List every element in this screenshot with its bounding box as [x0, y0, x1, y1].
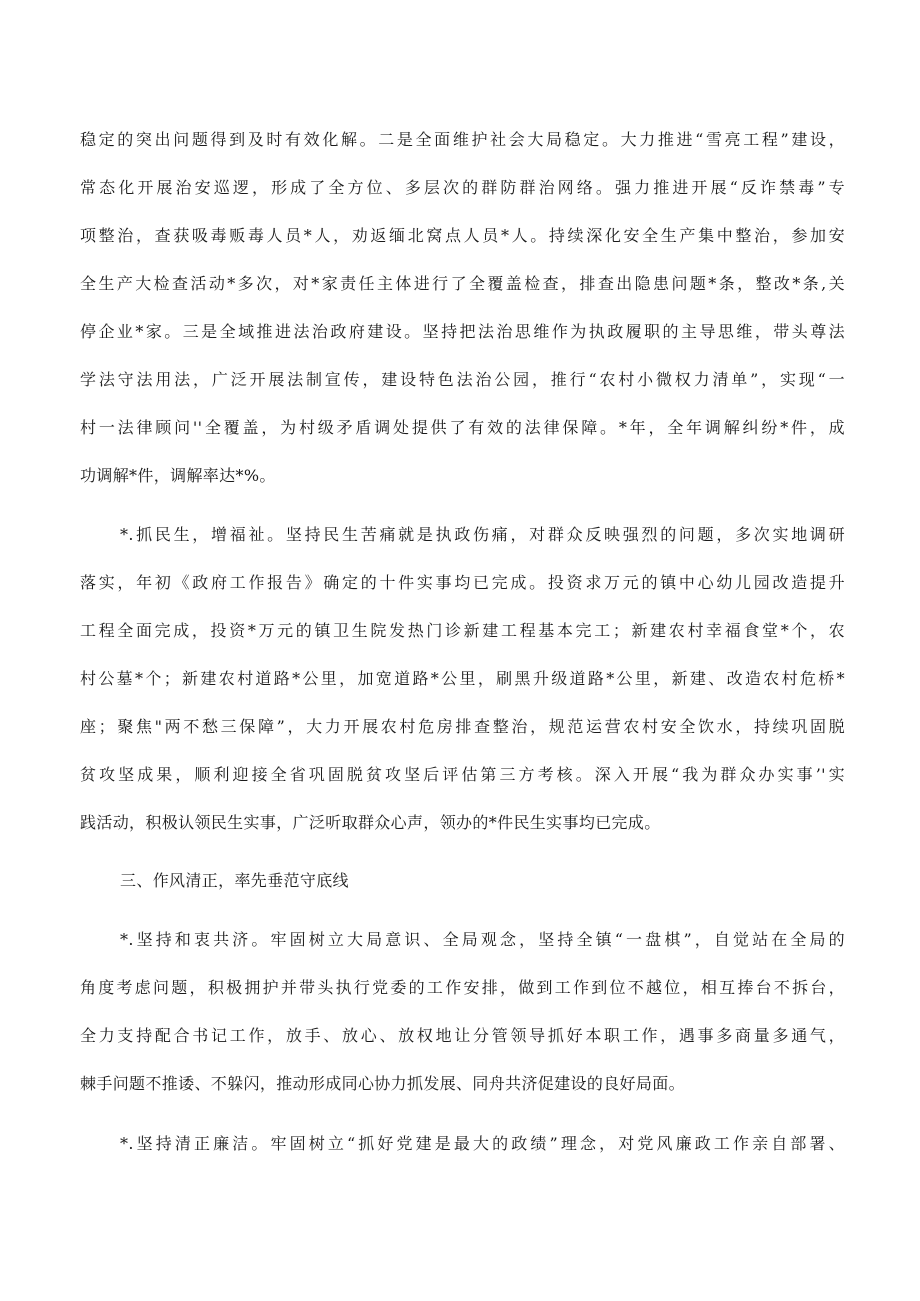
- paragraph-2-line-2: 落实，年初《政府工作报告》确定的十件实事均已完成。投资求万元的镇中心幼儿园改造提升: [80, 573, 845, 592]
- paragraph-1-line-1: 稳定的突出问题得到及时有效化解。二是全面维护社会大局稳定。大力推进“雪亮工程”建设，: [80, 130, 845, 149]
- paragraph-2-line-3: 工程全面完成，投资*万元的镇卫生院发热门诊新建工程基本完工；新建农村幸福食堂*个，农: [80, 621, 845, 640]
- paragraph-2-line-6: 贫攻坚成果，顺利迎接全省巩固脱贫攻坚后评估第三方考核。深入开展“我为群众办实事’'实: [80, 765, 845, 784]
- paragraph-1-line-4: 全生产大检查活动*多次，对*家责任主体进行了全覆盖检查，排查出隐患问题*条，整改*条,关: [80, 274, 845, 293]
- paragraph-1-line-8: 功调解*件，调解率达*%。: [80, 466, 276, 485]
- paragraph-1-line-3: 项整治，查获吸毒贩毒人员*人，劝返缅北窝点人员*人。持续深化安全生产集中整治，参加安: [80, 226, 845, 245]
- paragraph-2-line-7: 践活动，积极认领民生实事，广泛听取群众心声，领办的*件民生实事均已完成。: [80, 813, 661, 832]
- paragraph-1-line-2: 常态化开展治安巡逻，形成了全方位、多层次的群防群治网络。强力推进开展“反诈禁毒”专: [80, 178, 845, 197]
- paragraph-2-line-5: 座；聚焦"两不愁三保障”，大力开展农村危房排查整治，规范运营农村安全饮水，持续巩固脱: [80, 717, 845, 736]
- paragraph-2-line-1: *.抓民生，增福祉。坚持民生苦痛就是执政伤痛，对群众反映强烈的问题，多次实地调研: [120, 525, 845, 544]
- paragraph-4-line-1: *.坚持清正廉洁。牢固树立“抓好党建是最大的政绩”理念，对党风廉政工作亲自部署、: [120, 1134, 845, 1153]
- paragraph-3-line-1: *.坚持和衷共济。牢固树立大局意识、全局观念，坚持全镇“一盘棋”，自觉站在全局的: [120, 930, 845, 949]
- paragraph-1-line-7: 村一法律顾问''全覆盖，为村级矛盾调处提供了有效的法律保障。*年，全年调解纠纷*件，成: [80, 418, 845, 437]
- section-heading: 三、作风清正，率先垂范守底线: [120, 871, 349, 890]
- paragraph-2-line-4: 村公墓*个；新建农村道路*公里，加宽道路*公里，刷黑升级道路*公里，新建、改造农村危桥*: [80, 669, 845, 688]
- paragraph-1-line-5: 停企业*家。三是全域推进法治政府建设。坚持把法治思维作为执政履职的主导思维，带头尊法: [80, 322, 845, 341]
- paragraph-3-line-4: 棘手问题不推诿、不躲闪，推动形成同心协力抓发展、同舟共济促建设的良好局面。: [80, 1074, 685, 1093]
- paragraph-1-line-6: 学法守法用法，广泛开展法制宣传，建设特色法治公园，推行“农村小微权力清单”，实现“一: [80, 370, 845, 389]
- paragraph-3-line-2: 角度考虑问题，积极拥护并带头执行党委的工作安排，做到工作到位不越位，相互捧台不拆台，: [80, 978, 845, 997]
- paragraph-3-line-3: 全力支持配合书记工作，放手、放心、放权地让分管领导抓好本职工作，遇事多商量多通气，: [80, 1026, 845, 1045]
